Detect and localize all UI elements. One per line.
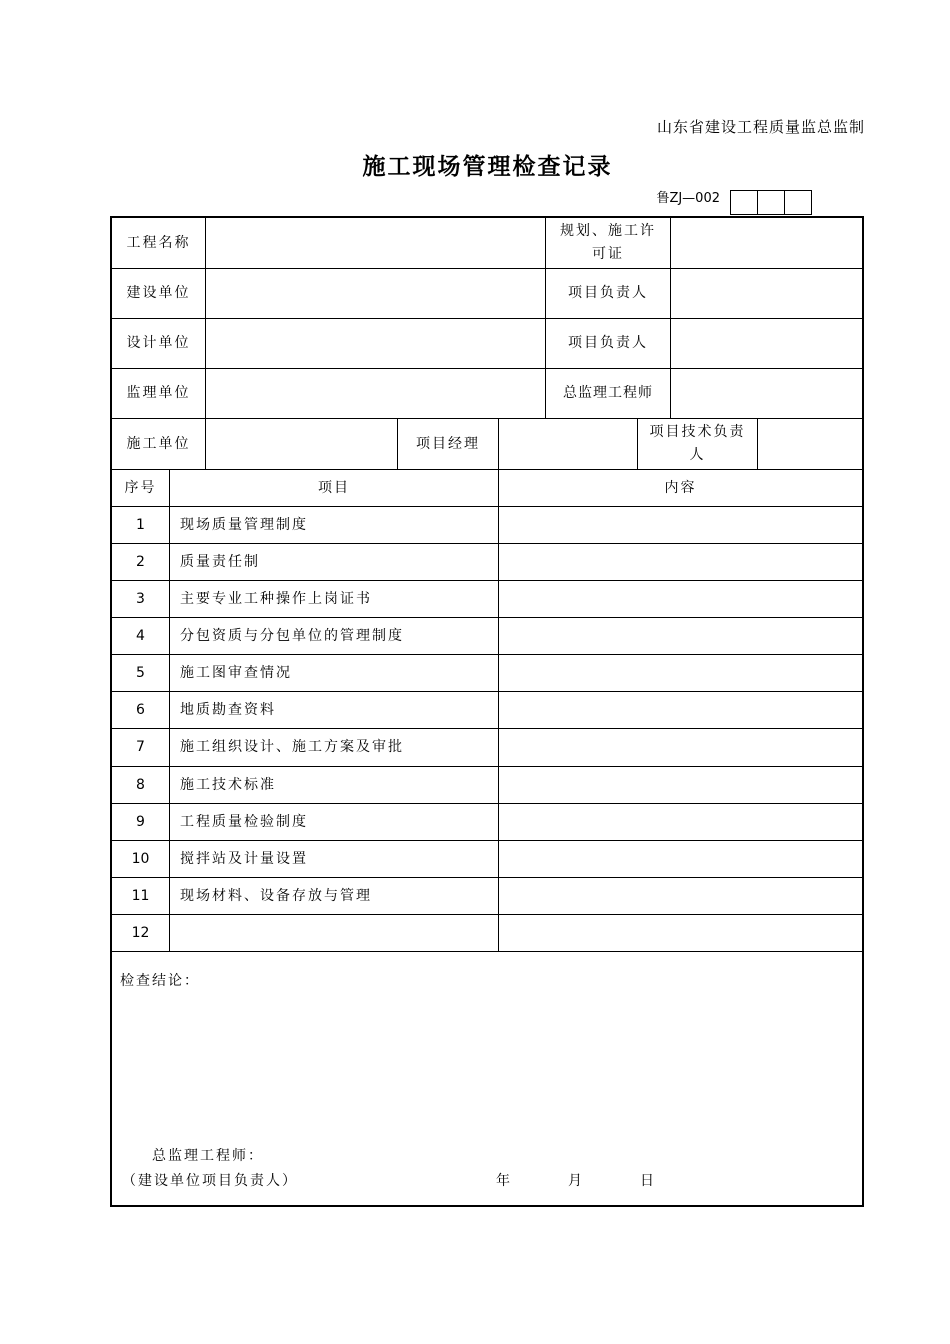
permit-label-line2: 可证	[592, 246, 624, 262]
row-item: 现场材料、设备存放与管理	[180, 887, 372, 904]
row-item-field[interactable]	[170, 915, 498, 951]
chief-engineer-label: 总监理工程师	[563, 385, 653, 401]
date-month: 月	[568, 1173, 582, 1189]
row-content-field[interactable]	[499, 655, 862, 691]
row-number: 12	[131, 924, 150, 941]
pm-label: 项目经理	[416, 435, 480, 452]
builder-field[interactable]	[206, 269, 545, 318]
row-number: 1	[136, 516, 145, 533]
row-content-field[interactable]	[499, 804, 862, 840]
row-item: 质量责任制	[180, 553, 260, 570]
row-item: 搅拌站及计量设置	[180, 850, 308, 867]
row-number: 2	[136, 553, 145, 570]
row-content-field[interactable]	[499, 767, 862, 803]
row-number: 5	[136, 664, 145, 681]
date-year: 年	[496, 1173, 510, 1189]
permit-label	[546, 218, 670, 268]
contractor-field[interactable]	[206, 419, 397, 469]
builder-leader-field[interactable]	[671, 269, 862, 318]
row-content-field[interactable]	[499, 729, 862, 766]
row-item: 分包资质与分包单位的管理制度	[180, 627, 404, 644]
row-number: 4	[136, 627, 145, 644]
row-item: 施工组织设计、施工方案及审批	[180, 739, 404, 755]
project-name-label: 工程名称	[126, 234, 191, 251]
tech-leader-line1: 项目技术负责	[649, 424, 746, 440]
designer-leader-label: 项目负责人	[568, 335, 648, 351]
pm-field[interactable]	[499, 419, 637, 469]
builder-leader-label: 项目负责人	[568, 285, 648, 301]
row-content-field[interactable]	[499, 507, 862, 543]
issuer-note: 山东省建设工程质量监总监制	[656, 118, 865, 136]
row-content-field[interactable]	[499, 618, 862, 654]
row-number: 3	[136, 590, 145, 607]
date-day: 日	[640, 1173, 654, 1189]
row-number: 10	[131, 850, 150, 867]
builder-leader-note: （建设单位项目负责人）	[122, 1173, 298, 1189]
conclusion-field[interactable]	[115, 995, 860, 1135]
designer-leader-field[interactable]	[671, 319, 862, 368]
project-name-field[interactable]	[206, 218, 545, 268]
row-number: 8	[136, 776, 145, 793]
chief-engineer-field[interactable]	[671, 369, 862, 418]
number-box[interactable]	[757, 190, 784, 215]
supervisor-label: 监理单位	[126, 385, 191, 401]
form-number-boxes[interactable]	[730, 190, 812, 215]
row-item: 施工技术标准	[180, 776, 276, 793]
seq-header: 序号	[124, 479, 157, 496]
row-content-field[interactable]	[499, 841, 862, 877]
row-content-field[interactable]	[499, 878, 862, 914]
row-item: 主要专业工种操作上岗证书	[180, 590, 372, 607]
row-item: 施工图审查情况	[180, 664, 292, 681]
row-item: 地质勘查资料	[180, 701, 276, 718]
row-item: 现场质量管理制度	[180, 516, 308, 533]
row-content-field[interactable]	[499, 544, 862, 580]
row-content-field[interactable]	[499, 581, 862, 617]
supervisor-field[interactable]	[206, 369, 545, 418]
tech-leader-field[interactable]	[758, 419, 862, 469]
form-code: 鲁ZJ—002	[656, 191, 720, 206]
designer-field[interactable]	[206, 319, 545, 368]
item-header: 项目	[318, 479, 350, 496]
row-number: 6	[136, 701, 145, 718]
chief-engineer-signature-label: 总监理工程师：	[152, 1148, 264, 1164]
page-title: 施工现场管理检查记录	[362, 153, 613, 180]
conclusion-label: 检查结论：	[120, 973, 200, 989]
tech-leader-label	[638, 419, 757, 469]
content-header: 内容	[664, 479, 697, 496]
number-box[interactable]	[784, 190, 812, 215]
row-number: 11	[131, 887, 150, 904]
permit-field[interactable]	[671, 218, 862, 268]
row-number: 7	[136, 739, 145, 755]
row-content-field[interactable]	[499, 915, 862, 951]
contractor-label: 施工单位	[126, 435, 191, 452]
number-box[interactable]	[730, 190, 757, 215]
row-item: 工程质量检验制度	[180, 813, 308, 830]
permit-label-line1: 规划、施工许	[560, 223, 656, 239]
row-number: 9	[136, 813, 145, 830]
builder-label: 建设单位	[126, 285, 191, 301]
row-content-field[interactable]	[499, 692, 862, 728]
tech-leader-line2: 人	[689, 447, 706, 463]
designer-label: 设计单位	[126, 335, 191, 351]
